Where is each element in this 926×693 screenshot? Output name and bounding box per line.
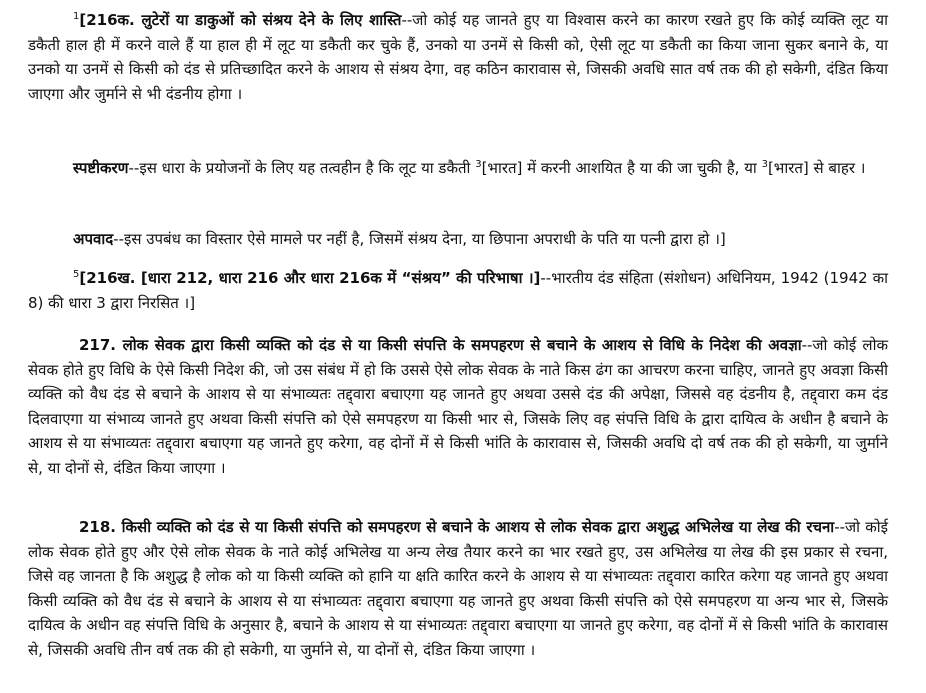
exception-paragraph [28, 227, 888, 252]
explanation-body: --इस धारा के प्रयोजनों के लिए यह तत्वहीन है कि लूट या डकैती [128, 159, 476, 177]
footnote-marker: 3 [761, 159, 768, 170]
explanation-paragraph [28, 156, 888, 181]
section-heading: [216ख. [धारा 212, धारा 216 और धारा 216क में “संश्रय” की परिभाषा ।] [79, 269, 541, 287]
explanation-heading: स्पष्टीकरण [73, 159, 129, 177]
explanation-body: [भारत] में करनी आशयित है या की जा चुकी है, या [481, 159, 762, 177]
explanation-body: [भारत] से बाहर । [767, 159, 866, 177]
footnote-marker: 5 [73, 269, 80, 280]
section-heading: [216क. लुटेरों या डाकुओं को संश्रय देने के लिए शास्ति [79, 11, 402, 29]
section-heading: 218. किसी व्यक्ति को दंड से या किसी संपत्ति को समपहरण से बचाने के आशय से लोक सेवक द्वारा अशुद्ध अभिलेख या लेख की रचना [79, 518, 835, 536]
section-216b [28, 266, 888, 315]
section-body: --जो कोई यह जानते हुए या विश्वास करने का कारण रखते हुए कि कोई व्यक्ति लूट या डकैती हाल ही में करने वाले हैं या हाल ही में लूट या डकैती कर चुके हैं, उनको या उनमें से किसी को, ऐसी लूट या डकैती का किया जाना सुकर बनाने के, या उनको या उनमें से किसी को दंड से प्रतिच्छादित करने के आशय से संश्रय देगा, वह कठिन कारावास से, जिसकी अवधि सात वर्ष तक की हो सकेगी, दंडित किया जाएगा और जुर्माने से भी दंडनीय होगा । [28, 11, 888, 103]
section-217 [28, 333, 888, 481]
exception-heading: अपवाद [73, 230, 114, 248]
section-body: --भारतीय दंड संहिता (संशोधन) अधिनियम, 1942 (1942 का 8) की धारा 3 द्वारा निरसित ।] [28, 269, 889, 312]
footnote-marker: 1 [73, 11, 80, 22]
section-heading: 217. लोक सेवक द्वारा किसी व्यक्ति को दंड से या किसी संपत्ति के समपहरण से बचाने के आशय से विधि के निदेश की अवज्ञा [79, 336, 802, 354]
footnote-marker: 3 [475, 159, 482, 170]
section-216a [28, 8, 888, 106]
section-body: --जो कोई लोक सेवक होते हुए विधि के ऐसे किसी निदेश की, जो उस संबंध में हो कि उससे ऐसे लोक सेवक के नाते किस ढंग का आचरण करना चाहिए, जानते हुए अवज्ञा किसी व्यक्ति को वैध दंड से बचाने के आशय से या संभाव्यतः तद्द्वारा बचाएगा यह जानते हुए अथवा उससे दंड की अपेक्षा, जिससे वह दंडनीय है, तद्द्वारा कम दंड दिलवाएगा या संभाव्य जानते हुए अथवा किसी संपत्ति को ऐसे समपहरण या किसी भार से, जिसके लिए वह संपत्ति विधि के द्वारा दायित्व के अधीन है बचाने के आशय से या संभाव्यतः तद्द्वारा बचाएगा यह जानते हुए करेगा, वह दोनों में से किसी भांति के कारावास से, जिसकी अवधि दो वर्ष तक की हो सकेगी, या जुर्माने से, या दोनों से, दंडित किया जाएगा । [28, 336, 888, 477]
section-218 [28, 515, 888, 663]
exception-body: --इस उपबंध का विस्तार ऐसे मामले पर नहीं है, जिसमें संश्रय देना, या छिपाना अपराधी के पति या पत्नी द्वारा हो ।] [113, 230, 726, 248]
section-body: --जो कोई लोक सेवक होते हुए और ऐसे लोक सेवक के नाते कोई अभिलेख या अन्य लेख तैयार करने का भार रखते हुए, उस अभिलेख या लेख की इस प्रकार से रचना, जिसे वह जानता है कि अशुद्ध है लोक को या किसी व्यक्ति को हानि या क्षति कारित करने के आशय से या संभाव्यतः तद्द्वारा कारित करेगा यह जानते हुए अथवा किसी व्यक्ति को वैध दंड से बचाने के आशय से या संभाव्यतः तद्द्वारा बचाएगा यह जानते हुए अथवा किसी संपत्ति को ऐसे समपहरण या अन्य भार से, जिसके दायित्व के अधीन वह संपत्ति विधि के अनुसार है, बचाने के आशय से या संभाव्यतः तद्द्वारा बचाएगा या जानते हुए करेगा, वह दोनों में से किसी भांति के कारावास से, जिसकी अवधि तीन वर्ष तक की हो सकेगी, या जुर्माने से, या दोनों से, दंडित किया जाएगा । [28, 518, 888, 659]
